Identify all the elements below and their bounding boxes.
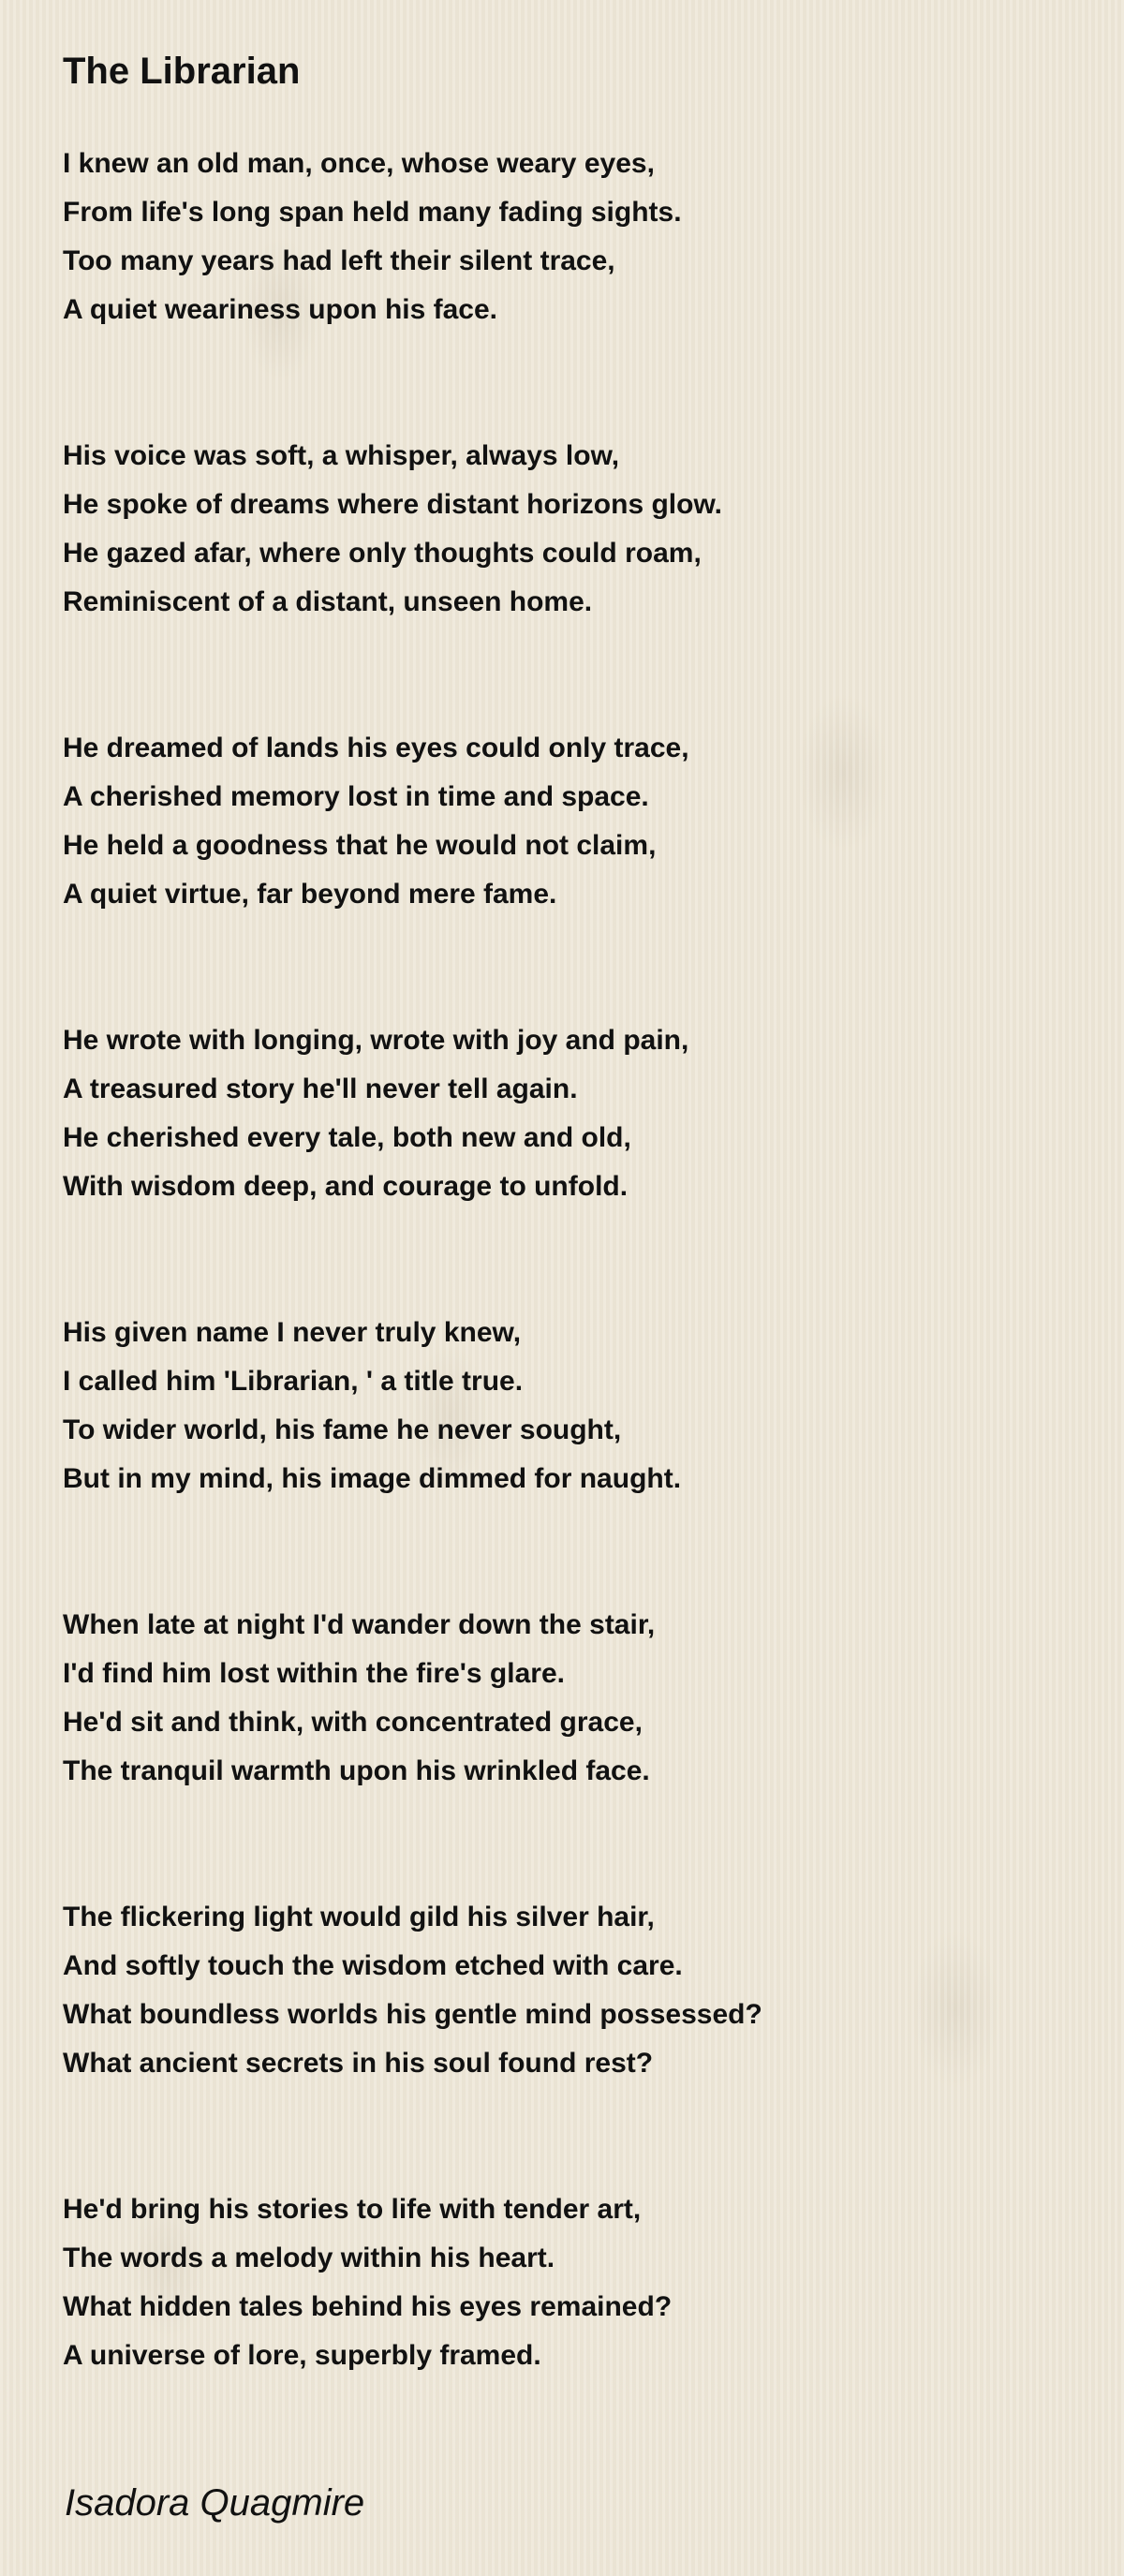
poem-line: He held a goodness that he would not claim, <box>63 830 657 861</box>
poem-line: The words a melody within his heart. <box>63 2243 555 2273</box>
stanza <box>63 2185 1074 2380</box>
poem-line: What ancient secrets in his soul found rest? <box>63 2048 654 2079</box>
poem-line: A cherished memory lost in time and space. <box>63 781 649 812</box>
stanza <box>63 1309 1074 1503</box>
poem-line: To wider world, his fame he never sought, <box>63 1414 622 1445</box>
poem-line: He cherished every tale, both new and old, <box>63 1122 631 1153</box>
poem-line: What hidden tales behind his eyes remained? <box>63 2291 673 2322</box>
poem-line: I called him 'Librarian, ' a title true. <box>63 1366 524 1397</box>
stanza <box>63 140 1074 334</box>
poem-line: When late at night I'd wander down the stair, <box>63 1609 656 1640</box>
poem-line: He spoke of dreams where distant horizons glow. <box>63 489 723 520</box>
poem-line: He dreamed of lands his eyes could only trace, <box>63 733 689 763</box>
poem-line: Reminiscent of a distant, unseen home. <box>63 586 593 617</box>
poem-line: And softly touch the wisdom etched with care. <box>63 1950 683 1981</box>
poem-author: Isadora Quagmire <box>65 2482 365 2524</box>
stanza <box>63 1601 1074 1796</box>
poem-body <box>63 140 1074 2478</box>
poem-line: The tranquil warmth upon his wrinkled face. <box>63 1755 650 1786</box>
poem-title: The Librarian <box>63 51 301 92</box>
poem-line: Too many years had left their silent trace, <box>63 245 615 276</box>
poem-line: A universe of lore, superbly framed. <box>63 2340 541 2371</box>
poem-line: I knew an old man, once, whose weary eyes, <box>63 148 655 179</box>
poem-line: The flickering light would gild his silver hair, <box>63 1902 655 1932</box>
poem-line: From life's long span held many fading sights. <box>63 197 682 228</box>
poem-line: With wisdom deep, and courage to unfold. <box>63 1171 629 1202</box>
poem-line: What boundless worlds his gentle mind possessed? <box>63 1999 762 2030</box>
poem-line: A treasured story he'll never tell again. <box>63 1073 578 1104</box>
poem-line: A quiet weariness upon his face. <box>63 294 498 325</box>
poem-line: I'd find him lost within the fire's glare. <box>63 1658 565 1689</box>
stanza <box>63 1016 1074 1211</box>
poem-line: But in my mind, his image dimmed for naught. <box>63 1463 682 1494</box>
poem-line: He'd sit and think, with concentrated grace, <box>63 1707 643 1738</box>
poem-line: His given name I never truly knew, <box>63 1317 522 1348</box>
poem-line: A quiet virtue, far beyond mere fame. <box>63 879 557 910</box>
poem-line: He wrote with longing, wrote with joy and pain, <box>63 1025 689 1056</box>
poem-line: He'd bring his stories to life with tender art, <box>63 2194 642 2225</box>
poem-line: His voice was soft, a whisper, always low, <box>63 440 620 471</box>
stanza <box>63 432 1074 627</box>
stanza <box>63 1893 1074 2088</box>
stanza <box>63 724 1074 919</box>
poem-line: He gazed afar, where only thoughts could roam, <box>63 538 702 569</box>
